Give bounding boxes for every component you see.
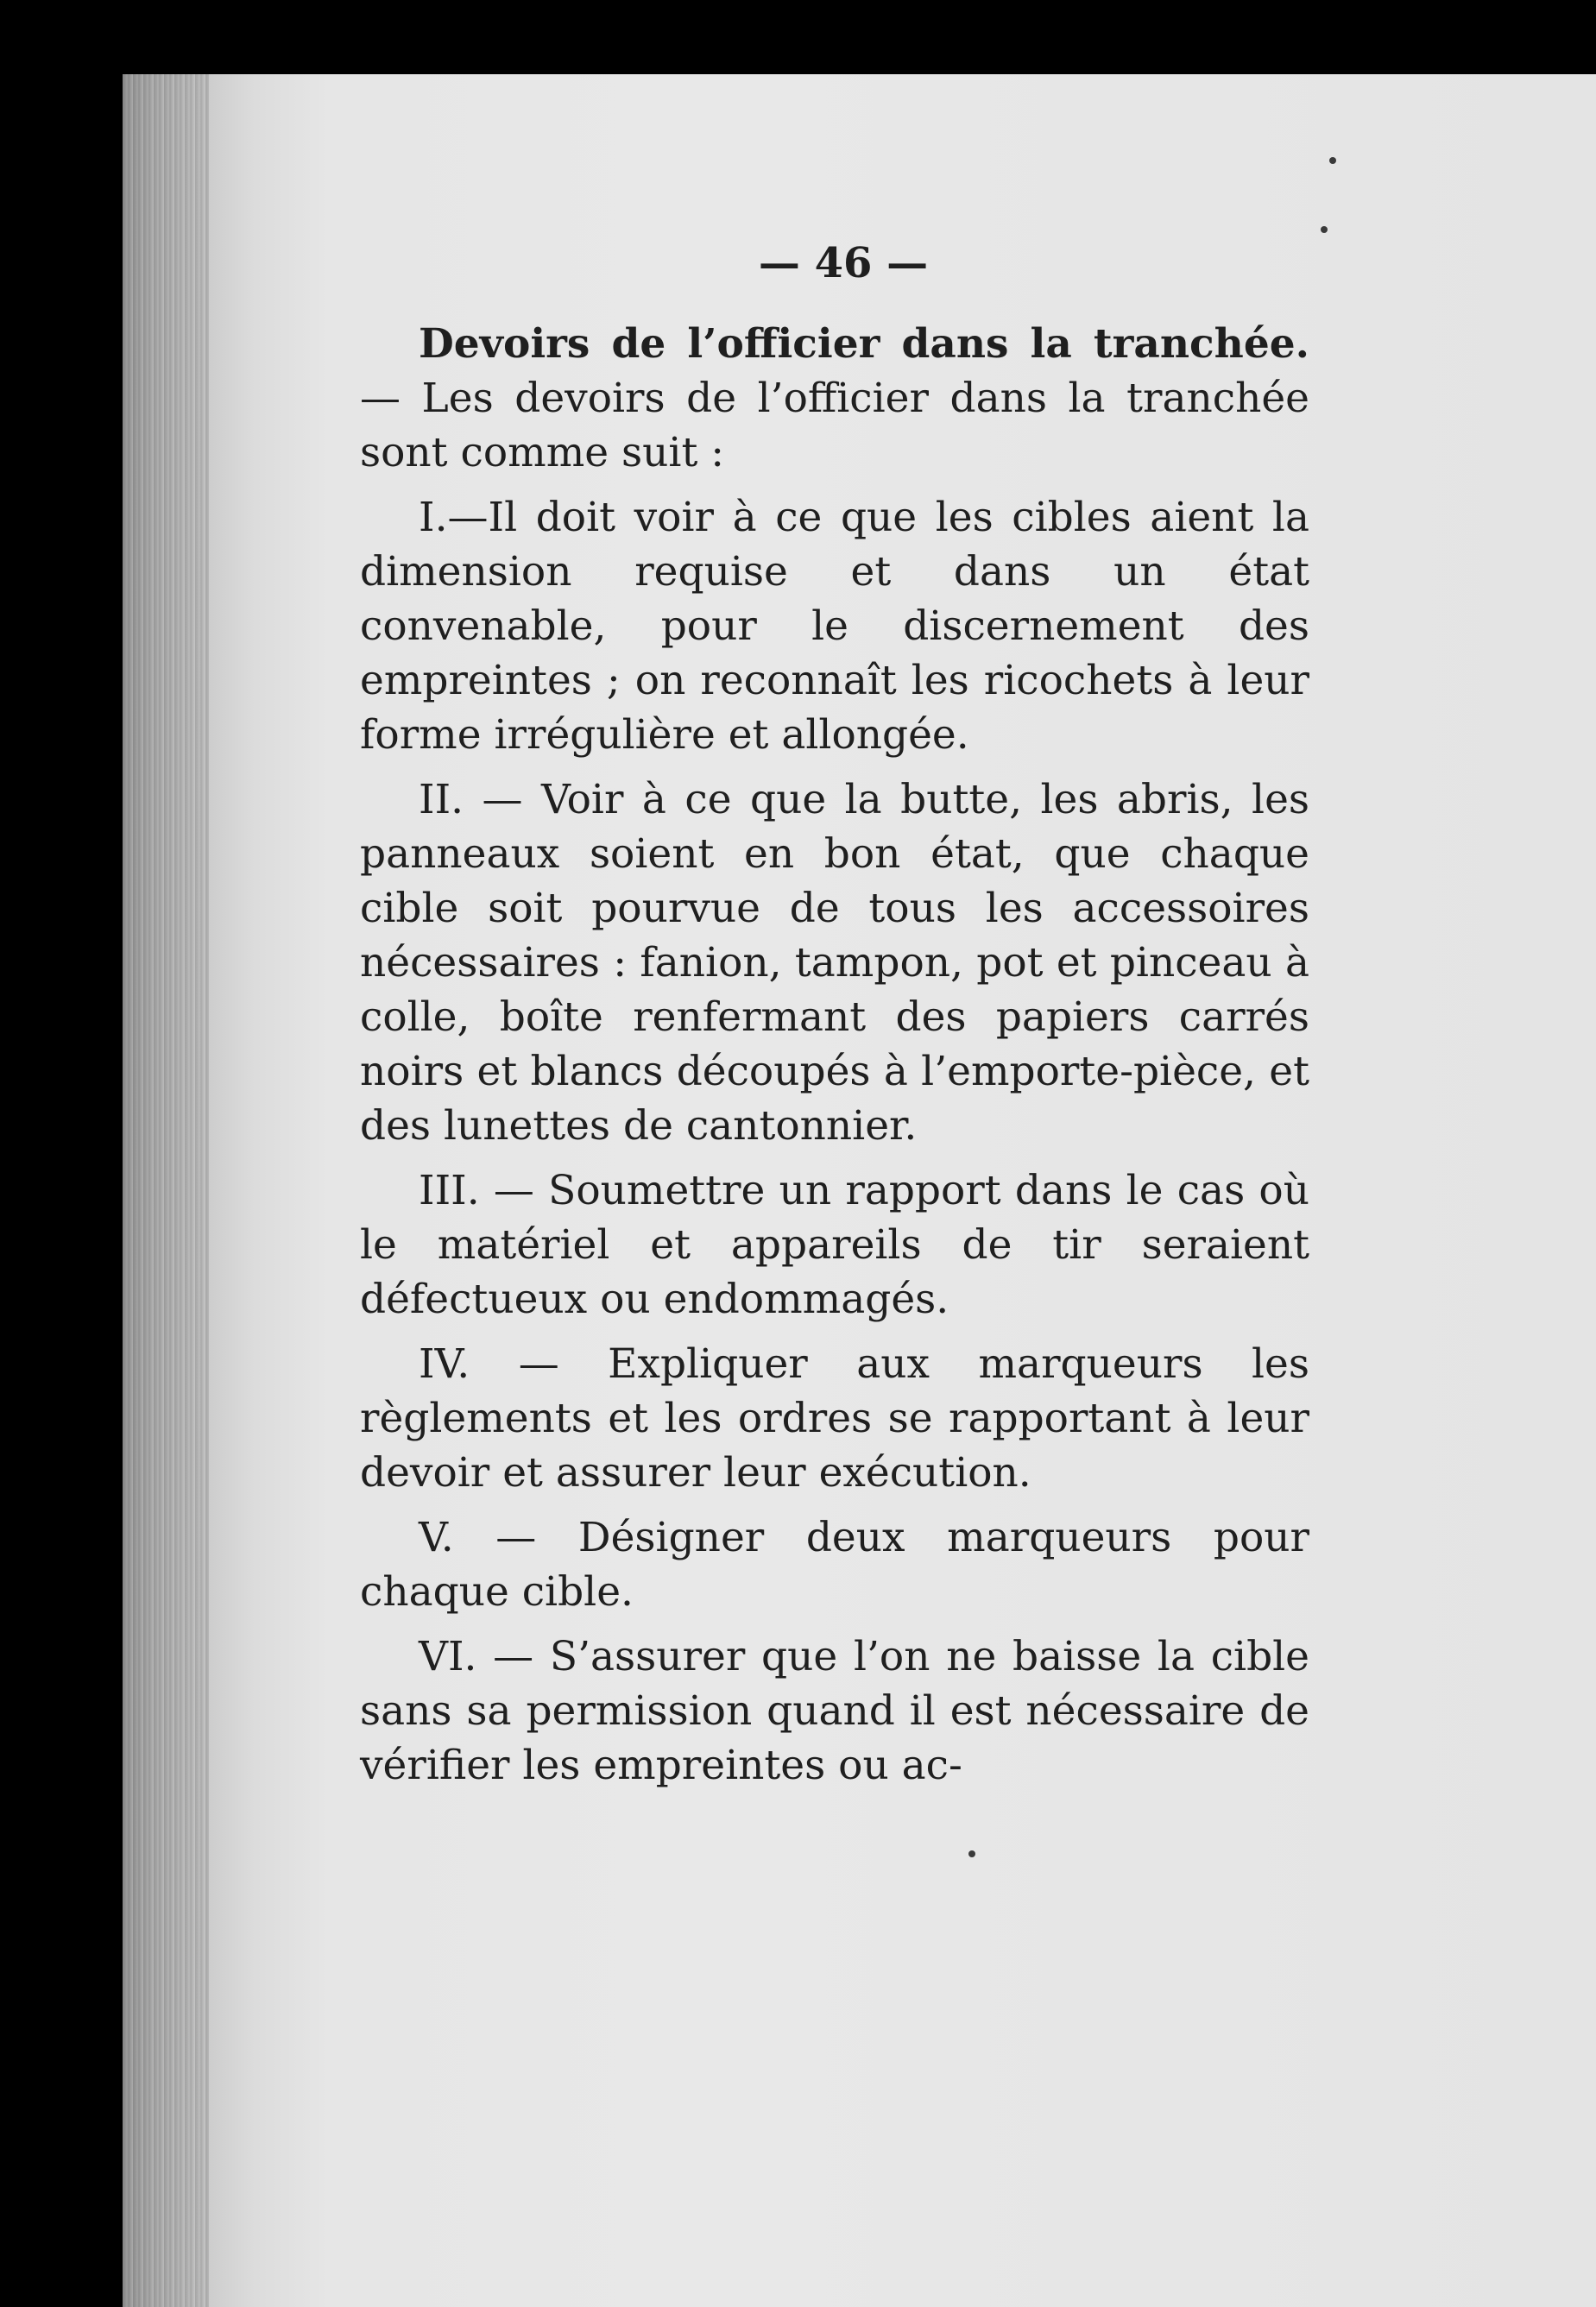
page-text — [360, 236, 1309, 1803]
list-item — [360, 490, 1309, 762]
page-edges — [123, 74, 209, 2307]
item-text: — Soumettre un rapport dans le cas où le matériel et appareils de tir seraient défectueux ou endommagés. — [360, 1167, 1309, 1323]
item-numeral: V. — [419, 1514, 454, 1561]
list-item — [360, 1510, 1309, 1619]
item-text: — Désigner deux marqueurs pour chaque cible. — [360, 1514, 1309, 1616]
item-numeral: IV. — [419, 1340, 470, 1388]
item-numeral: I. — [419, 494, 448, 541]
item-numeral: II. — [419, 776, 464, 823]
page-number: — 46 — — [758, 239, 929, 287]
section-paragraph — [360, 317, 1309, 480]
ink-speck — [1329, 157, 1336, 164]
ink-speck — [968, 1850, 975, 1857]
item-text: — Voir à ce que la butte, les abris, les panneaux soient en bon état, que chaque cible soit pourvue de tous les accessoires nécessaires : fanion, tampon, pot et pinceau à colle, boîte renfermant des papiers carrés noirs et blancs découpés à l’emporte-pièce, et des lunettes de cantonnier. — [360, 776, 1309, 1150]
item-text: — Expliquer aux marqueurs les règlements et les ordres se rapportant à leur devoir et assurer leur exécution. — [360, 1340, 1309, 1497]
item-numeral: VI. — [419, 1633, 477, 1680]
list-item — [360, 1629, 1309, 1793]
ink-speck — [1321, 226, 1328, 233]
item-text: —Il doit voir à ce que les cibles aient la dimension requise et dans un état convenable, pour le discernement des empreintes ; on reconnaît les ricochets à leur forme irrégulière et allongée. — [360, 494, 1309, 759]
list-item — [360, 1337, 1309, 1500]
section-heading: Devoirs de l’officier dans la tranchée. — [419, 320, 1309, 368]
item-text: — S’assurer que l’on ne baisse la cible sans sa permission quand il est nécessaire de vérifier les empreintes ou ac- — [360, 1633, 1309, 1789]
item-numeral: III. — [419, 1167, 480, 1214]
section-intro: — Les devoirs de l’officier dans la tranchée sont comme suit : — [360, 375, 1309, 476]
list-item — [360, 772, 1309, 1153]
list-item — [360, 1163, 1309, 1327]
